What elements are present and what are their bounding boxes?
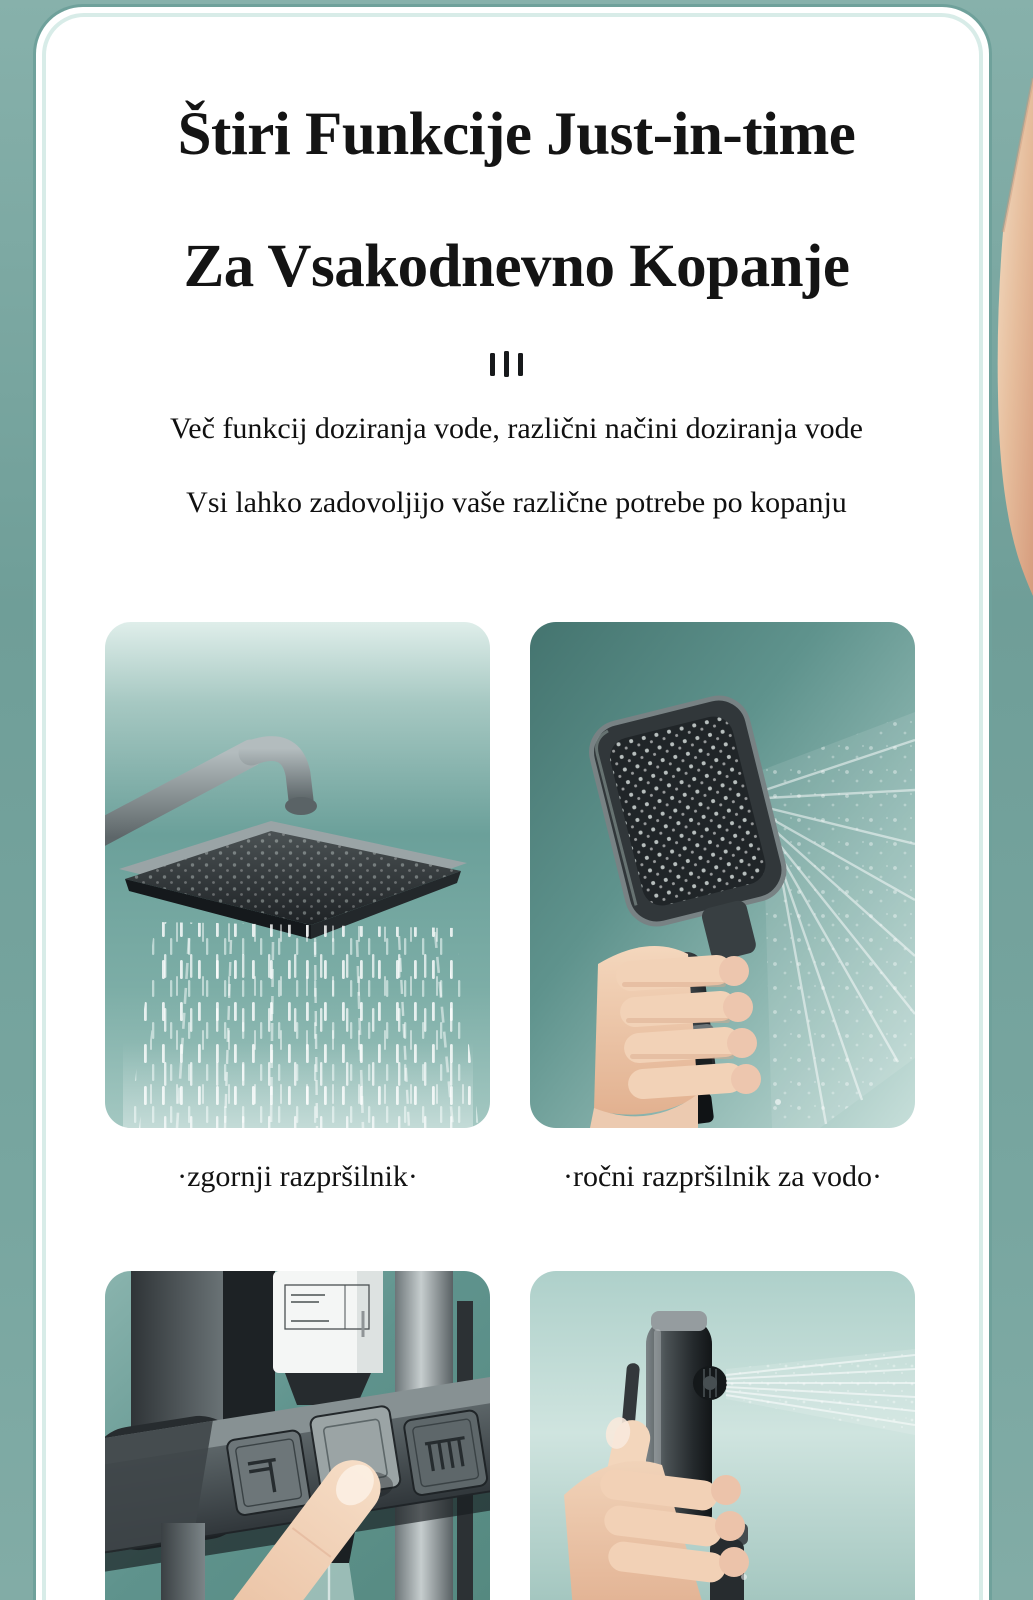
hand-shower-photo [530,622,915,1128]
caption-overhead-shower: ·zgornji razpršilnik· [177,1160,418,1193]
mode-button-3 [403,1410,488,1497]
bidet-sprayer-photo [530,1271,915,1600]
water-droplet [775,1099,781,1105]
page-title-line1: Štiri Funkcije Just-in-time [177,101,856,168]
subtitle-line2: Vsi lahko zadovoljijo vaše različne potrebe po kopanju [186,486,847,519]
falling-water [123,922,479,1128]
water-droplet [741,1574,747,1580]
control-panel-photo [105,1271,490,1600]
nozzle [693,1366,727,1400]
page-title-line2: Za Vsakodnevno Kopanje [183,233,850,300]
section-divider-icon [0,353,1013,377]
mode-button-1 [226,1429,311,1516]
caption-hand-shower: ·ročni razpršilnik za vodo· [562,1160,883,1193]
overhead-shower-photo [105,622,490,1128]
left-pipe [131,1271,225,1429]
subtitle-line1: Več funkcij doziranja vode, različni načini doziranja vode [169,412,864,445]
spray-jets [762,712,915,1128]
